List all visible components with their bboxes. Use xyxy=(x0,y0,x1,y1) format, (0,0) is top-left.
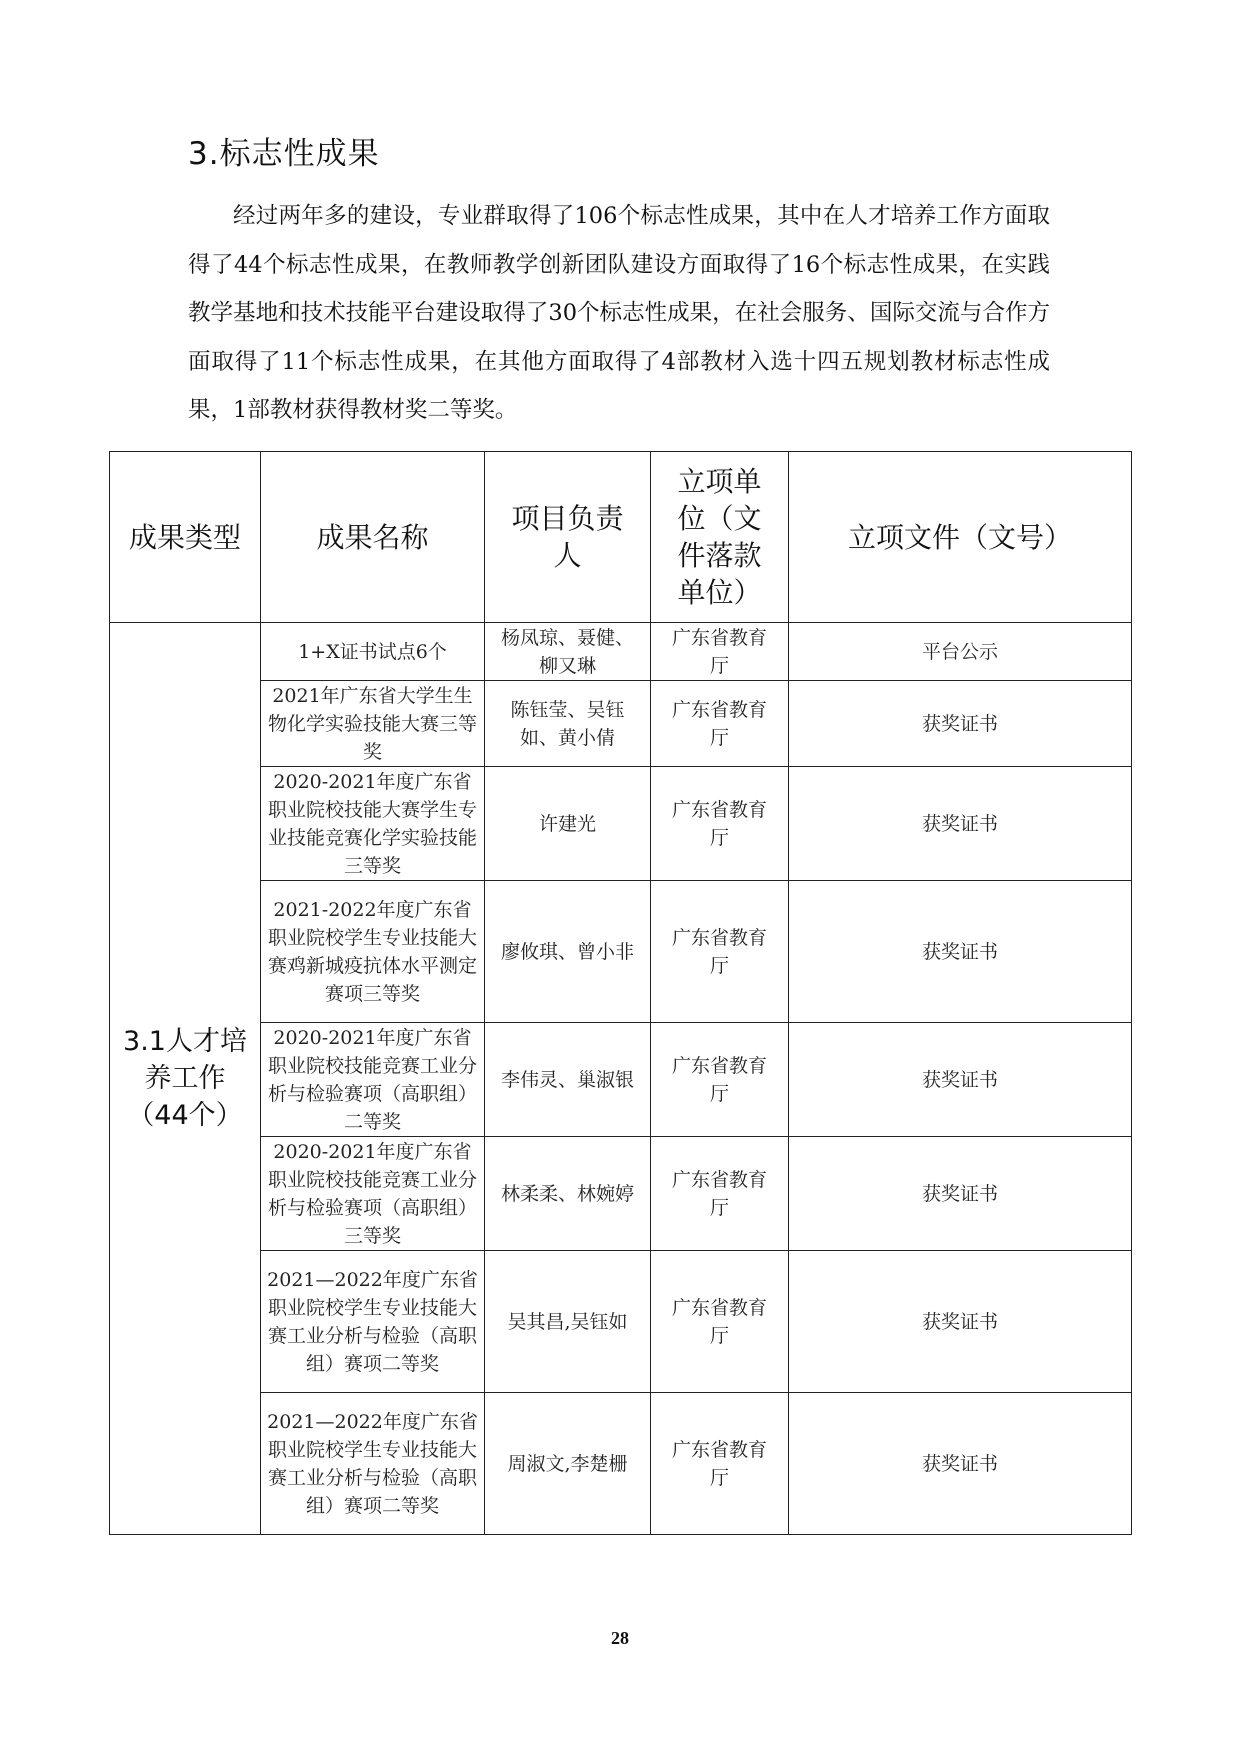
table-header-row xyxy=(110,452,1132,623)
table-row xyxy=(110,767,1132,881)
issuing-unit: 广东省教育厅 xyxy=(651,1251,789,1393)
table-row xyxy=(110,881,1132,1023)
header-type: 成果类型 xyxy=(110,452,261,623)
section-heading: 3.标志性成果 xyxy=(188,136,380,172)
issuing-unit: 广东省教育厅 xyxy=(651,881,789,1023)
achievement-name: 2020-2021年度广东省职业院校技能竞赛工业分析与检验赛项（高职组）三等奖 xyxy=(261,1137,485,1251)
achievement-name: 2021—2022年度广东省职业院校学生专业技能大赛工业分析与检验（高职组）赛项二等奖 xyxy=(261,1251,485,1393)
achievement-name: 2021年广东省大学生生物化学实验技能大赛三等奖 xyxy=(261,681,485,767)
achievement-name: 2021-2022年度广东省职业院校学生专业技能大赛鸡新城疫抗体水平测定赛项三等奖 xyxy=(261,881,485,1023)
table-row xyxy=(110,1137,1132,1251)
header-leader: 项目负责人 xyxy=(485,452,651,623)
issuing-unit: 广东省教育厅 xyxy=(651,1137,789,1251)
table-row xyxy=(110,623,1132,681)
project-leader: 李伟灵、巢淑银 xyxy=(485,1023,651,1137)
table-row xyxy=(110,681,1132,767)
issuing-unit: 广东省教育厅 xyxy=(651,623,789,681)
results-table xyxy=(109,451,1132,1535)
document-ref: 获奖证书 xyxy=(789,881,1132,1023)
issuing-unit: 广东省教育厅 xyxy=(651,767,789,881)
document-ref: 获奖证书 xyxy=(789,1251,1132,1393)
issuing-unit: 广东省教育厅 xyxy=(651,1023,789,1137)
table-row xyxy=(110,1023,1132,1137)
table-row xyxy=(110,1393,1132,1535)
summary-paragraph: 经过两年多的建设，专业群取得了106个标志性成果，其中在人才培养工作方面取得了44个标志性成果，在教师教学创新团队建设方面取得了16个标志性成果，在实践教学基地和技术技能平台建设取得了30个标志性成果，在社会服务、国际交流与合作方面取得了11个标志性成果，在其他方面取得了4部教材入选十四五规划教材标志性成果，1部教材获得教材奖二等奖。 xyxy=(188,203,1050,423)
header-document: 立项文件（文号） xyxy=(789,452,1132,623)
project-leader: 陈钰莹、吴钰如、黄小倩 xyxy=(485,681,651,767)
project-leader: 杨凤琼、聂健、柳又琳 xyxy=(485,623,651,681)
project-leader: 林柔柔、林婉婷 xyxy=(485,1137,651,1251)
achievement-name: 2020-2021年度广东省职业院校技能大赛学生专业技能竞赛化学实验技能三等奖 xyxy=(261,767,485,881)
project-leader: 周淑文,李楚栅 xyxy=(485,1393,651,1535)
achievement-name: 2021—2022年度广东省职业院校学生专业技能大赛工业分析与检验（高职组）赛项二等奖 xyxy=(261,1393,485,1535)
page-number: 28 xyxy=(611,1628,629,1648)
category-cell: 3.1人才培养工作（44个） xyxy=(110,623,261,1535)
project-leader: 吴其昌,吴钰如 xyxy=(485,1251,651,1393)
achievement-name: 2020-2021年度广东省职业院校技能竞赛工业分析与检验赛项（高职组）二等奖 xyxy=(261,1023,485,1137)
document-ref: 获奖证书 xyxy=(789,681,1132,767)
header-name: 成果名称 xyxy=(261,452,485,623)
project-leader: 许建光 xyxy=(485,767,651,881)
document-ref: 平台公示 xyxy=(789,623,1132,681)
document-ref: 获奖证书 xyxy=(789,1393,1132,1535)
header-unit: 立项单位（文件落款单位） xyxy=(651,452,789,623)
document-ref: 获奖证书 xyxy=(789,767,1132,881)
issuing-unit: 广东省教育厅 xyxy=(651,681,789,767)
document-ref: 获奖证书 xyxy=(789,1137,1132,1251)
issuing-unit: 广东省教育厅 xyxy=(651,1393,789,1535)
table-row xyxy=(110,1251,1132,1393)
document-ref: 获奖证书 xyxy=(789,1023,1132,1137)
achievement-name: 1+X证书试点6个 xyxy=(261,623,485,681)
project-leader: 廖攸琪、曾小非 xyxy=(485,881,651,1023)
